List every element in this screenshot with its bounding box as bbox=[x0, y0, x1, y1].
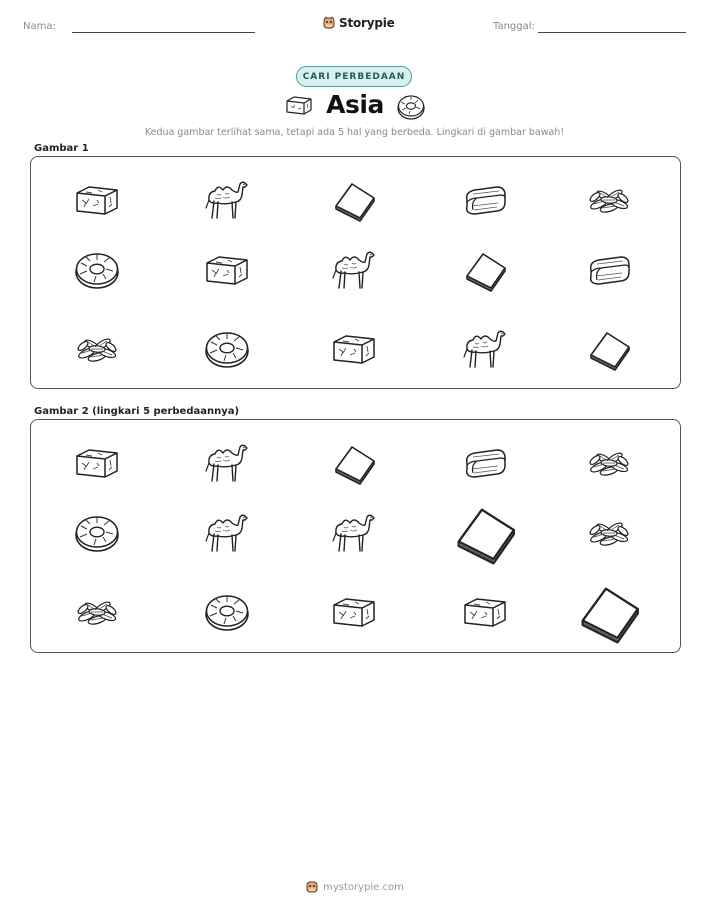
book-icon bbox=[574, 580, 644, 644]
book-icon bbox=[450, 501, 520, 565]
picture1-cell bbox=[455, 240, 515, 300]
picture1-cell bbox=[197, 319, 257, 379]
picture2-cell[interactable] bbox=[197, 503, 257, 563]
date-label: Tanggal: bbox=[493, 21, 535, 32]
brand-name: Storypie bbox=[339, 16, 395, 30]
activity-badge: CARI PERBEDAAN bbox=[296, 66, 412, 87]
picture2-cell[interactable] bbox=[579, 503, 639, 563]
name-field-line[interactable] bbox=[72, 32, 255, 33]
donut-icon bbox=[203, 591, 251, 633]
date-field-line[interactable] bbox=[538, 32, 686, 33]
picture2-cell[interactable] bbox=[197, 433, 257, 493]
brand-logo bbox=[322, 13, 395, 33]
donut-icon bbox=[73, 249, 121, 291]
picture2-label: Gambar 2 (lingkari 5 perbedaannya) bbox=[34, 406, 240, 417]
towel-icon bbox=[461, 443, 509, 483]
book-icon bbox=[461, 248, 509, 292]
picture2-cell[interactable] bbox=[67, 433, 127, 493]
donut-icon bbox=[203, 328, 251, 370]
dates-icon bbox=[73, 594, 121, 630]
storypie-mascot-icon bbox=[322, 16, 336, 30]
picture1-label: Gambar 1 bbox=[34, 143, 89, 154]
storypie-mascot-icon bbox=[305, 880, 319, 894]
picture1-cell bbox=[455, 170, 515, 230]
book-icon bbox=[330, 441, 378, 485]
worksheet-title: Asia bbox=[326, 90, 384, 119]
book-icon bbox=[585, 327, 633, 371]
picture1-cell bbox=[197, 240, 257, 300]
camel-icon bbox=[461, 327, 509, 371]
picture2-cell[interactable] bbox=[455, 433, 515, 493]
footer-site[interactable]: mystorypie.com bbox=[323, 881, 404, 893]
picture2-cell[interactable] bbox=[579, 433, 639, 493]
picture1-cell bbox=[579, 240, 639, 300]
instructions: Kedua gambar terlihat sama, tetapi ada 5 hal yang berbeda. Lingkari di gambar bawah! bbox=[144, 127, 565, 138]
name-label: Nama: bbox=[23, 21, 56, 32]
book-icon bbox=[330, 178, 378, 222]
picture2-cell[interactable] bbox=[455, 582, 515, 642]
picture1-cell bbox=[324, 170, 384, 230]
picture2-cell[interactable] bbox=[324, 503, 384, 563]
tofu-icon bbox=[330, 592, 378, 632]
picture1-cell bbox=[67, 240, 127, 300]
picture2-cell[interactable] bbox=[324, 582, 384, 642]
picture2-cell[interactable] bbox=[324, 433, 384, 493]
dates-icon bbox=[585, 182, 633, 218]
picture2-cell[interactable] bbox=[566, 569, 653, 656]
tofu-icon bbox=[73, 443, 121, 483]
picture2-cell[interactable] bbox=[67, 582, 127, 642]
camel-icon bbox=[330, 511, 378, 555]
tofu-icon bbox=[203, 250, 251, 290]
donut-icon bbox=[73, 512, 121, 554]
picture1-cell bbox=[67, 170, 127, 230]
camel-icon bbox=[203, 511, 251, 555]
footer bbox=[0, 880, 709, 894]
camel-icon bbox=[203, 178, 251, 222]
towel-icon bbox=[585, 250, 633, 290]
tofu-icon bbox=[461, 592, 509, 632]
picture1-cell bbox=[197, 170, 257, 230]
picture1-cell bbox=[455, 319, 515, 379]
picture2-panel[interactable] bbox=[30, 419, 681, 653]
picture1-panel bbox=[30, 156, 681, 389]
picture2-cell[interactable] bbox=[442, 490, 529, 577]
picture1-cell bbox=[67, 319, 127, 379]
dates-icon bbox=[585, 445, 633, 481]
picture1-cell bbox=[579, 170, 639, 230]
camel-icon bbox=[330, 248, 378, 292]
dates-icon bbox=[73, 331, 121, 367]
picture1-cell bbox=[324, 319, 384, 379]
camel-icon bbox=[203, 441, 251, 485]
donut-icon bbox=[396, 93, 426, 121]
picture2-cell[interactable] bbox=[67, 503, 127, 563]
tofu-icon bbox=[73, 180, 121, 220]
tofu-icon bbox=[330, 329, 378, 369]
picture1-cell bbox=[324, 240, 384, 300]
towel-icon bbox=[461, 180, 509, 220]
picture2-cell[interactable] bbox=[197, 582, 257, 642]
picture1-cell bbox=[579, 319, 639, 379]
dates-icon bbox=[585, 515, 633, 551]
